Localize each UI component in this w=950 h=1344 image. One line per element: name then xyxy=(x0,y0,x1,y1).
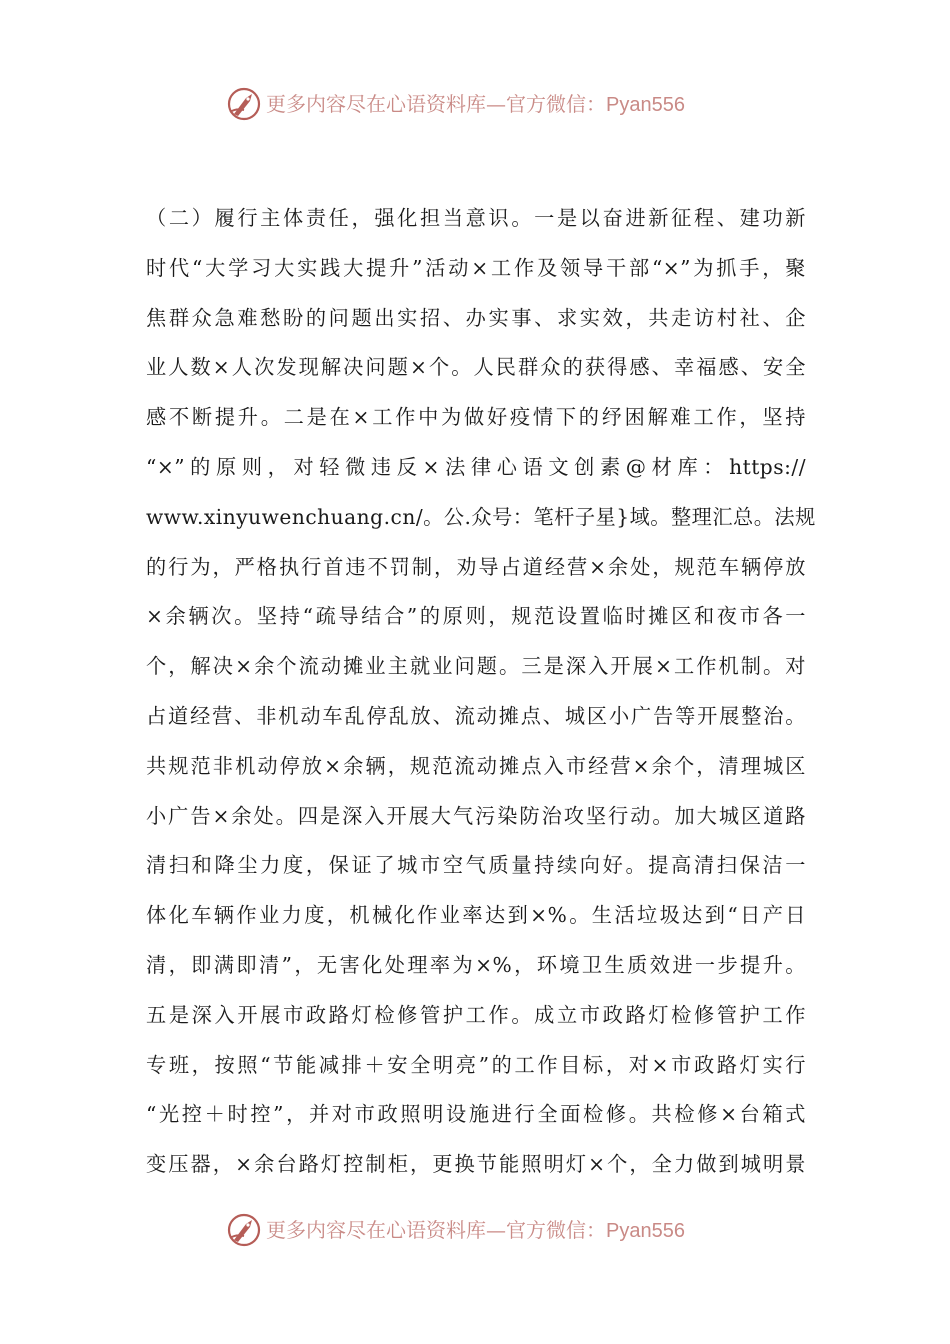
watermark-dash: — xyxy=(486,1218,506,1242)
watermark-dash: — xyxy=(486,92,506,116)
watermark-banner-bottom xyxy=(0,1208,950,1252)
watermark-text xyxy=(266,90,685,119)
body-line: （二）履行主体责任，强化担当意识。一是以奋进新征程、建功新 xyxy=(146,206,806,230)
watermark-contact-label: 官方微信： xyxy=(506,92,606,116)
document-body xyxy=(146,194,816,1190)
body-line: 业人数×人次发现解决问题×个。人民群众的获得感、幸福感、安全 xyxy=(146,355,806,380)
body-line: 感不断提升。二是在×工作中为做好疫情下的纾困解难工作，坚持 xyxy=(146,405,806,430)
watermark-site-text: 更多内容尽在心语资料库 xyxy=(266,1218,486,1242)
body-line: 五是深入开展市政路灯检修管护工作。成立市政路灯检修管护工作 xyxy=(146,1002,806,1027)
body-line: 清，即满即清”，无害化处理率为×%，环境卫生质效进一步提升。 xyxy=(146,952,806,977)
watermark-contact-id: Pyan556 xyxy=(606,94,685,116)
body-line: 焦群众急难愁盼的问题出实招、办实事、求实效，共走访村社、企 xyxy=(146,305,806,330)
body-line: 清扫和降尘力度，保证了城市空气质量持续向好。提高清扫保洁一 xyxy=(146,853,806,878)
watermark-banner-top xyxy=(0,82,950,126)
body-line: ×余辆次。坚持“疏导结合”的原则，规范设置临时摊区和夜市各一 xyxy=(146,604,806,629)
body-line: “光控＋时控”，并对市政照明设施进行全面检修。共检修×台箱式 xyxy=(146,1102,806,1127)
body-line: 个，解决×余个流动摊业主就业问题。三是深入开展×工作机制。对 xyxy=(146,654,806,679)
watermark-site-text: 更多内容尽在心语资料库 xyxy=(266,92,486,116)
body-line: 时代“大学习大实践大提升”活动×工作及领导干部“×”为抓手，聚 xyxy=(146,255,806,280)
body-line: 专班，按照“节能减排＋安全明亮”的工作目标，对×市政路灯实行 xyxy=(146,1052,806,1077)
pen-nib-circle-icon xyxy=(226,86,262,122)
body-line: www.xinyuwenchuang.cn/。公.众号：笔杆子星}域。整理汇总。法规 xyxy=(146,504,816,529)
body-line: 的行为，严格执行首违不罚制，劝导占道经营×余处，规范车辆停放 xyxy=(146,554,806,579)
watermark-contact-id: Pyan556 xyxy=(606,1220,685,1242)
body-line: 小广告×余处。四是深入开展大气污染防治攻坚行动。加大城区道路 xyxy=(146,803,806,828)
watermark-text xyxy=(266,1216,685,1245)
body-line: 占道经营、非机动车乱停乱放、流动摊点、城区小广告等开展整治。 xyxy=(146,703,806,728)
body-line: 变压器，×余台路灯控制柜，更换节能照明灯×个，全力做到城明景 xyxy=(146,1152,806,1177)
body-line: “×”的原则，对轻微违反×法律心语文创素@材库：https:// xyxy=(146,454,806,479)
body-line: 体化车辆作业力度，机械化作业率达到×%。生活垃圾达到“日产日 xyxy=(146,903,806,928)
pen-nib-circle-icon xyxy=(226,1212,262,1248)
body-line: 共规范非机动停放×余辆，规范流动摊点入市经营×余个，清理城区 xyxy=(146,753,806,778)
watermark-contact-label: 官方微信： xyxy=(506,1218,606,1242)
